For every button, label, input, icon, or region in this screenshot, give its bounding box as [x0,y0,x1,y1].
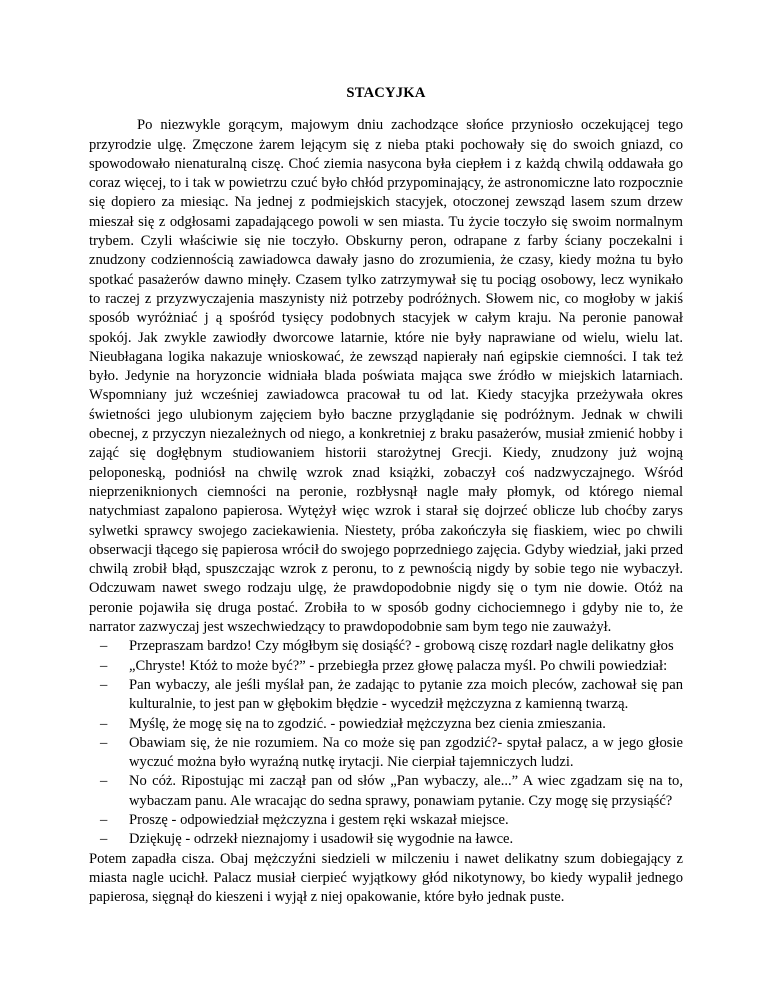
dialogue-text: No cóż. Ripostując mi zaczął pan od słów „Pan wybaczy, ale...” A wiec zgadzam się na to, wybaczam panu. Ale wracając do sedna sprawy, ponawiam pytanie. Czy mogę się przysiąść? [129,773,683,809]
dialogue-text: „Chryste! Któż to może być?” - przebiegła przez głowę palacza myśl. Po chwili powiedział: [129,657,668,674]
dialogue-text: Obawiam się, że nie rozumiem. Na co może się pan zgodzić?- spytał palacz, a w jego głosie wyczuć można było wyraźną nutkę irytacji. Nie cierpiał tajemniczych ludzi. [129,734,683,771]
closing-paragraph: Potem zapadła cisza. Obaj mężczyźni siedzieli w milczeniu i nawet delikatny szum dobiegający z miasta nagle ucichł. Palacz musiał cierpieć wyjątkowy głód nikotynowy, bo kiedy wypalił jednego papierosa, sięgnął do kieszeni i wyjął z niej opakowanie, które było jednak puste. [89,850,683,906]
dialogue-text: Przepraszam bardzo! Czy mógłbym się dosiąść? - grobową ciszę rozdarł nagle delikatny głos [129,638,674,655]
dash-bullet: – [100,676,108,693]
dialogue-text: Pan wybaczy, ale jeśli myślał pan, że zadając to pytanie zza moich pleców, zachował się pan kulturalnie, to jest pan w głębokim błędzie - wycedził mężczyzna z kamienną twarzą. [129,676,683,713]
dialogue-line [89,657,683,676]
dialogue-line [89,830,683,849]
document-page [89,84,683,907]
dash-bullet: – [100,831,108,848]
dialogue-line [89,772,683,811]
dash-bullet: – [100,715,108,732]
intro-paragraph: Po niezwykle gorącym, majowym dniu zachodzące słońce przyniosło oczekującej tego przyrodzie ulgę. Zmęczone żarem lejącym się z nieba ptaki pochowały się do swoich gniazd, co spowodowało nienaturalną ciszę. Choć ziemia nasycona była ciepłem i z każdą chwilą oddawała go coraz więcej, to i tak w powietrzu czuć było chłód przypominający, że astronomiczne lato rozpocznie się dopiero za miesiąc. Na jednej z podmiejskich stacyjek, otoczonej zewsząd lasem szum drzew mieszał się z odgłosami zapadającego powoli w sen miasta. Tu życie toczyło się swoim normalnym trybem. Czyli właściwie się nie toczyło. Obskurny peron, odrapane z farby ściany poczekalni i znudzony codziennością zawiadowca dawały jasno do zrozumienia, że czasy, kiedy można tu było spotkać pasażerów dawno minęły. Czasem tylko zatrzymywał się tu pociąg osobowy, lecz wynikało to raczej z przyzwyczajenia maszynisty niż potrzeby podróżnych. Słowem nic, co mogłoby w jakiś sposób wyróżniać j ą spośród tysięcy podobnych stacyjek w całym kraju. Na peronie panował spokój. Jak zwykle zawiodły dworcowe latarnie, które nie były naprawiane od wielu, wielu lat. Nieubłagana logika nakazuje wnioskować, że zewsząd napierały nań egipskie ciemności. I tak też było. Jedynie na horyzoncie widniała blada poświata mająca swe źródło w miejskich latarniach. Wspomniany już wcześniej zawiadowca pracował tu od lat. Kiedy stacyjka przeżywała okres świetności jego ulubionym zajęciem było baczne przyglądanie się podróżnym. Jednak w chwili obecnej, z przyczyn niezależnych od niego, a konkretniej z braku pasażerów, musiał zmienić hobby i zająć się dogłębnym studiowaniem historii starożytnej Grecji. Kiedy, znudzony już wojną peloponeską, podniósł na chwilę wzrok znad książki, zobaczył coś nadzwyczajnego. Wśród nieprzeniknionych ciemności na peronie, rozbłysnął nagle mały płomyk, od którego niemal natychmiast zapalono papierosa. Wytężył więc wzrok i starał się dojrzeć oblicze lub choćby zarys sylwetki sprawcy swojego zaciekawienia. Niestety, próba zakończyła się fiaskiem, wiec po chwili obserwacji tłącego się papierosa wrócił do swojego poprzedniego zajęcia. Gdyby wiedział, jaki przed chwilą zrobił błąd, spuszczając wzrok z peronu, to z pewnością nigdy by sobie tego nie wybaczył. Odczuwam nawet swego rodzaju ulgę, że prawdopodobnie nigdy się o tym nie dowie. Otóż na peronie pojawiła się druga postać. Zrobiła to w sposób godny cichociemnego i gdyby nie to, że narrator zazwyczaj jest wszechwiedzący to prawdopodobnie sam bym tego nie zauważył. [89,117,683,636]
dialogue-text: Myślę, że mogę się na to zgodzić. - powiedział mężczyzna bez cienia zmieszania. [129,715,606,732]
dash-bullet: – [100,773,108,790]
dash-bullet: – [100,811,108,828]
dialogue-line [89,676,683,715]
dash-bullet: – [100,638,108,655]
dialogue-text: Dziękuję - odrzekł nieznajomy i usadowił się wygodnie na ławce. [129,831,514,848]
dialogue-line [89,811,683,830]
dialogue-text: Proszę - odpowiedział mężczyzna i gestem ręki wskazał miejsce. [129,811,509,828]
dialogue-line [89,637,683,656]
document-title: STACYJKA [346,85,426,101]
dash-bullet: – [100,657,108,674]
dialogue-line [89,734,683,773]
dialogue-list [89,637,683,849]
dialogue-line [89,715,683,734]
dash-bullet: – [100,734,108,751]
